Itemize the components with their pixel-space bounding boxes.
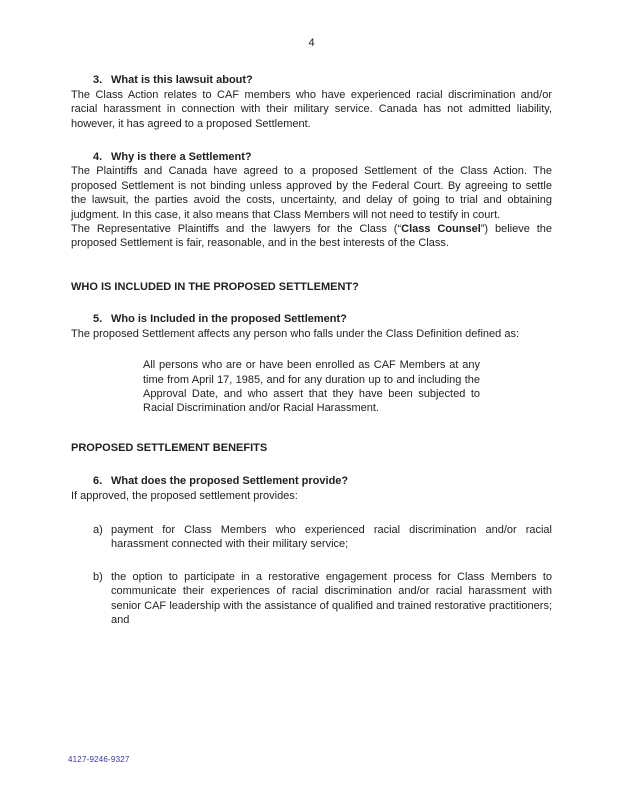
question-3-number: 3. [93, 74, 103, 87]
counsel-text-before: The Representative Plaintiffs and the lawyers for the Class (“ [71, 223, 402, 236]
paragraph-lawsuit-about: The Class Action relates to CAF members who have experienced racial discrimination and/or racial harassment in connection with their military service. Canada has not admitted liability, however, it has agreed to a proposed Settlement. [71, 88, 552, 130]
paragraph-class-counsel [71, 222, 552, 251]
page-number: 4 [308, 37, 315, 49]
question-4-heading [71, 150, 552, 164]
question-6-number: 6. [93, 475, 103, 488]
section-heading-benefits: PROPOSED SETTLEMENT BENEFITS [71, 441, 268, 454]
question-5-heading [71, 312, 552, 326]
question-5-title: Who is Included in the proposed Settlement? [111, 313, 347, 326]
counsel-bold-term: Class Counsel [401, 223, 481, 236]
class-definition-quote: All persons who are or have been enrolled as CAF Members at any time from April 17, 1985, and for any duration up to and including the Approval Date, and who assert that they have been subjected to Racial Discrimination and/or Racial Harassment. [143, 359, 480, 415]
benefit-item-b [71, 570, 552, 628]
paragraph-class-definition-intro: The proposed Settlement affects any person who falls under the Class Definition defined as: [71, 327, 520, 340]
question-3-heading [71, 73, 552, 87]
document-id-footer: 4127-9246-9327 [68, 755, 130, 764]
counsel-text-after: ”) believe the proposed Settlement is fair, reasonable, and in the best interests of the Class. [71, 223, 552, 250]
question-3-title: What is this lawsuit about? [111, 74, 253, 87]
benefit-item-b-marker: b) [93, 570, 103, 583]
question-4-number: 4. [93, 151, 103, 164]
question-4-title: Why is there a Settlement? [111, 151, 252, 164]
benefit-item-a [71, 523, 552, 552]
benefit-item-a-marker: a) [93, 523, 103, 536]
benefit-item-b-text: the option to participate in a restorative engagement process for Class Members to communicate their experiences of racial discrimination and/or racial harassment with senior CAF leadership with the assistance of qualified and trained restorative practitioners; and [111, 570, 552, 626]
section-heading-who-included: WHO IS INCLUDED IN THE PROPOSED SETTLEMENT? [71, 280, 359, 293]
question-5-number: 5. [93, 313, 103, 326]
benefit-item-a-text: payment for Class Members who experienced racial discrimination and/or racial harassment connected with their military service; [111, 523, 552, 551]
question-6-heading [71, 474, 552, 488]
paragraph-settlement-agreed: The Plaintiffs and Canada have agreed to a proposed Settlement of the Class Action. The proposed Settlement is not binding unless approved by the Federal Court. By agreeing to settle the lawsuit, the parties avoid the costs, uncertainty, and delay of going to trial and obtaining judgment. In this case, it also means that Class Members will not need to testify in court. [71, 165, 552, 221]
question-6-title: What does the proposed Settlement provide? [111, 475, 349, 488]
paragraph-provides-intro: If approved, the proposed settlement provides: [71, 489, 298, 502]
